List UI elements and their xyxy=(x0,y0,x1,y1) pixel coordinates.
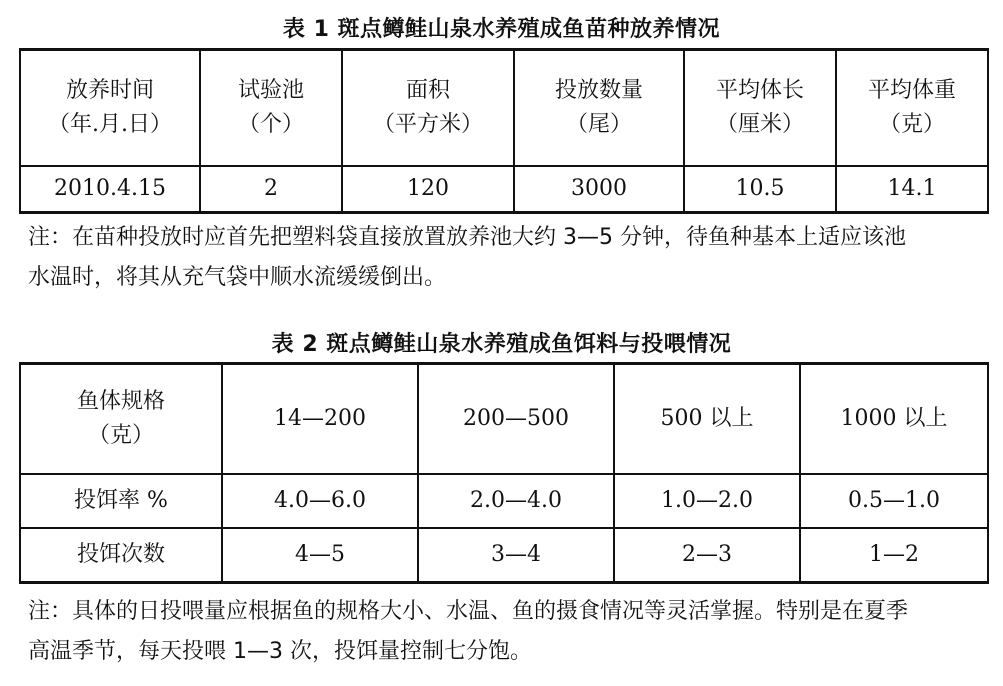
table-cell: 3—4 xyxy=(418,528,614,583)
row-label-feeding-times: 投饵次数 xyxy=(20,528,222,583)
fingerling-stocking-table xyxy=(19,48,989,214)
header-size-range: 500 以上 xyxy=(614,364,800,475)
feed-and-feeding-table xyxy=(19,362,989,584)
table-cell: 1—2 xyxy=(800,528,988,583)
table2-title: 表 2 斑点鳟鲑山泉水养殖成鱼饵料与投喂情况 xyxy=(271,332,732,357)
cell-average-weight: 14.1 xyxy=(836,166,988,213)
header-average-length: 平均体长 （厘米） xyxy=(684,50,836,167)
note-line: 高温季节，每天投喂 1—3 次，投饵量控制七分饱。 xyxy=(28,639,532,664)
table-cell: 4.0—6.0 xyxy=(222,474,418,528)
note-line: 水温时，将其从充气袋中顺水流缓缓倒出。 xyxy=(28,265,447,290)
table-header-row xyxy=(20,50,988,167)
table-cell: 1.0—2.0 xyxy=(614,474,800,528)
table2-note xyxy=(28,592,988,672)
header-area: 面积 （平方米） xyxy=(342,50,514,167)
header-size-range: 14—200 xyxy=(222,364,418,475)
table-row xyxy=(20,166,988,213)
row-label-feeding-rate: 投饵率 % xyxy=(20,474,222,528)
cell-average-length: 10.5 xyxy=(684,166,836,213)
cell-test-ponds: 2 xyxy=(200,166,342,213)
cell-stocking-date: 2010.4.15 xyxy=(20,166,200,213)
note-line: 注：具体的日投喂量应根据鱼的规格大小、水温、鱼的摄食情况等灵活掌握。特别是在夏季 xyxy=(28,599,909,624)
table1-note xyxy=(28,218,988,298)
table-row xyxy=(20,474,988,528)
table-cell: 2.0—4.0 xyxy=(418,474,614,528)
header-stocking-quantity: 投放数量 （尾） xyxy=(514,50,684,167)
header-test-ponds: 试验池 （个） xyxy=(200,50,342,167)
table-row xyxy=(20,528,988,583)
header-size-range: 1000 以上 xyxy=(800,364,988,475)
header-stocking-date: 放养时间 （年.月.日） xyxy=(20,50,200,167)
cell-stocking-quantity: 3000 xyxy=(514,166,684,213)
table1-title: 表 1 斑点鳟鲑山泉水养殖成鱼苗种放养情况 xyxy=(282,17,721,42)
table-cell: 0.5—1.0 xyxy=(800,474,988,528)
note-line: 注：在苗种投放时应首先把塑料袋直接放置放养池大约 3—5 分钟，待鱼种基本上适应该池 xyxy=(28,225,906,250)
header-size-range: 200—500 xyxy=(418,364,614,475)
cell-area: 120 xyxy=(342,166,514,213)
table-cell: 2—3 xyxy=(614,528,800,583)
header-average-weight: 平均体重 （克） xyxy=(836,50,988,167)
table-header-row xyxy=(20,364,988,475)
table-cell: 4—5 xyxy=(222,528,418,583)
header-fish-size: 鱼体规格 （克） xyxy=(20,364,222,475)
